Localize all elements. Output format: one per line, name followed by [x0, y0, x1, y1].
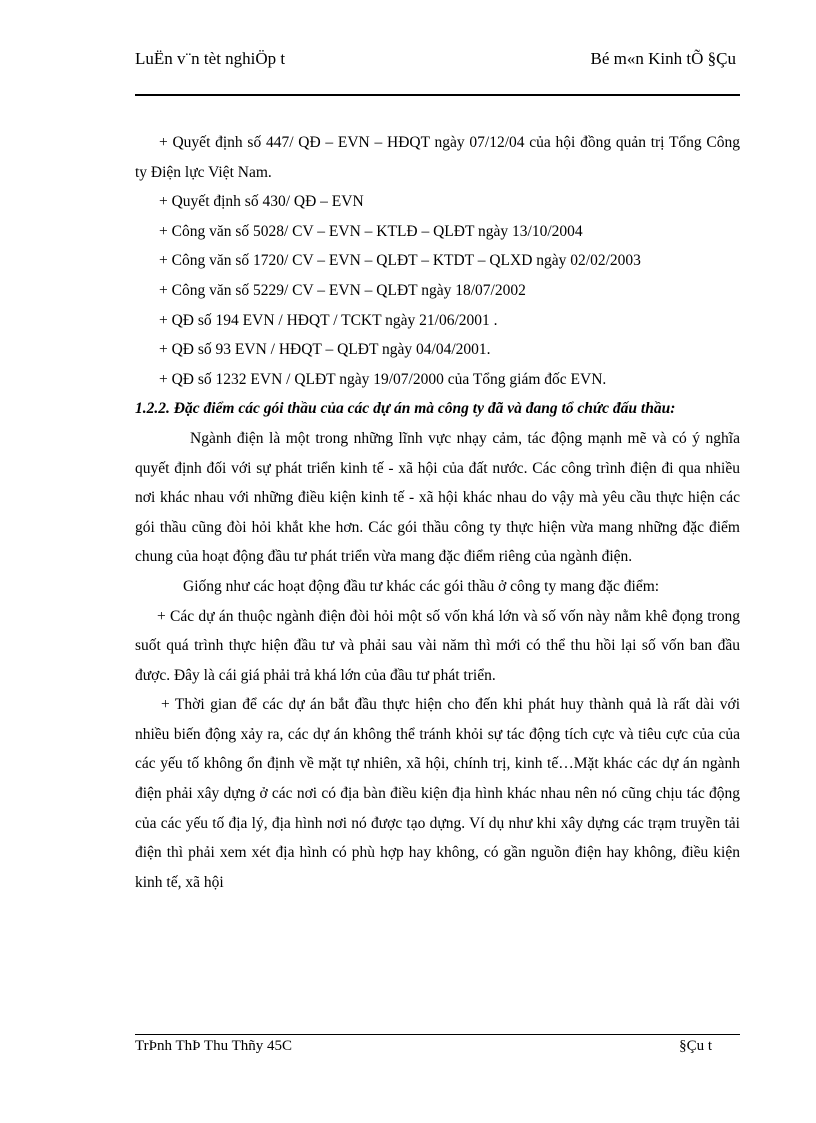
header-thesis-title: LuËn v¨n tèt nghiÖp t — [135, 49, 286, 68]
page-header — [135, 48, 740, 96]
list-item: + QĐ số 1232 EVN / QLĐT ngày 19/07/2000 của Tổng giám đốc EVN. — [159, 370, 607, 388]
header-department: Bé m«n Kinh tÕ §Çu — [590, 49, 736, 68]
list-item: + Công văn số 5229/ CV – EVN – QLĐT ngày 18/07/2002 — [159, 281, 526, 299]
bullet-paragraph: + Thời gian để các dự án bắt đầu thực hiện cho đến khi phát huy thành quả là rất dài với nhiều biến động xảy ra, các dự án không thể tránh khỏi sự tác động tích cực và tiêu cực của của các yếu tố không ổn định về mặt tự nhiên, xã hội, chính trị, kinh tế…Mặt khác các dự án ngành điện phải xây dựng ở các nơi có địa bàn điều kiện địa hình khác nhau nên nó cũng chịu tác động của các yếu tố địa lý, địa hình nơi nó được tạo dựng. Ví dụ như khi xây dựng các trạm truyền tải điện thì phải xem xét địa hình có phù hợp hay không, có gần nguồn điện hay không, điều kiện kinh tế, xã hội — [135, 696, 740, 891]
page-footer — [135, 1034, 740, 1080]
list-item: + Công văn số 1720/ CV – EVN – QLĐT – KTDT – QLXD ngày 02/02/2003 — [159, 252, 641, 270]
footer-author: TrÞnh ThÞ Thu Thñy 45C — [135, 1038, 292, 1054]
footer-subject: §Çu t — [679, 1038, 712, 1054]
list-item: + Quyết định số 447/ QĐ – EVN – HĐQT ngày 07/12/04 của hội đồng quản trị Tổng Công ty Điện lực Việt Nam. — [135, 134, 740, 181]
body-paragraph: Ngành điện là một trong những lĩnh vực nhạy cảm, tác động mạnh mẽ và có ý nghĩa quyết định đối với sự phát triển kinh tế - xã hội của đất nước. Các công trình điện đi qua nhiều nơi khác nhau với những điều kiện kinh tế - xã hội khác nhau do vậy mà yêu cầu thực hiện các gói thầu cũng đòi hỏi khắt khe hơn. Các gói thầu công ty thực hiện vừa mang những đặc điểm chung của hoạt động đầu tư phát triển vừa mang đặc điểm riêng của ngành điện. — [135, 429, 740, 566]
list-item: + QĐ số 194 EVN / HĐQT / TCKT ngày 21/06/2001 . — [159, 311, 498, 329]
list-item: + QĐ số 93 EVN / HĐQT – QLĐT ngày 04/04/2001. — [159, 341, 491, 359]
list-item: + Công văn số 5028/ CV – EVN – KTLĐ – QLĐT ngày 13/10/2004 — [159, 222, 583, 240]
section-heading: 1.2.2. Đặc điểm các gói thầu của các dự án mà công ty đã và đang tổ chức đấu thầu: — [135, 400, 676, 418]
body-paragraph: Giống như các hoạt động đầu tư khác các gói thầu ở công ty mang đặc điểm: — [183, 577, 660, 595]
page-body — [135, 128, 740, 897]
list-item: + Quyết định số 430/ QĐ – EVN — [159, 193, 364, 211]
bullet-paragraph: + Các dự án thuộc ngành điện đòi hỏi một số vốn khá lớn và số vốn này nằm khê đọng trong suốt quá trình thực hiện đầu tư và phải sau vài năm thì mới có thể thu hồi lại số vốn ban đầu được. Đây là cái giá phải trả khá lớn của đầu tư phát triển. — [135, 607, 740, 684]
